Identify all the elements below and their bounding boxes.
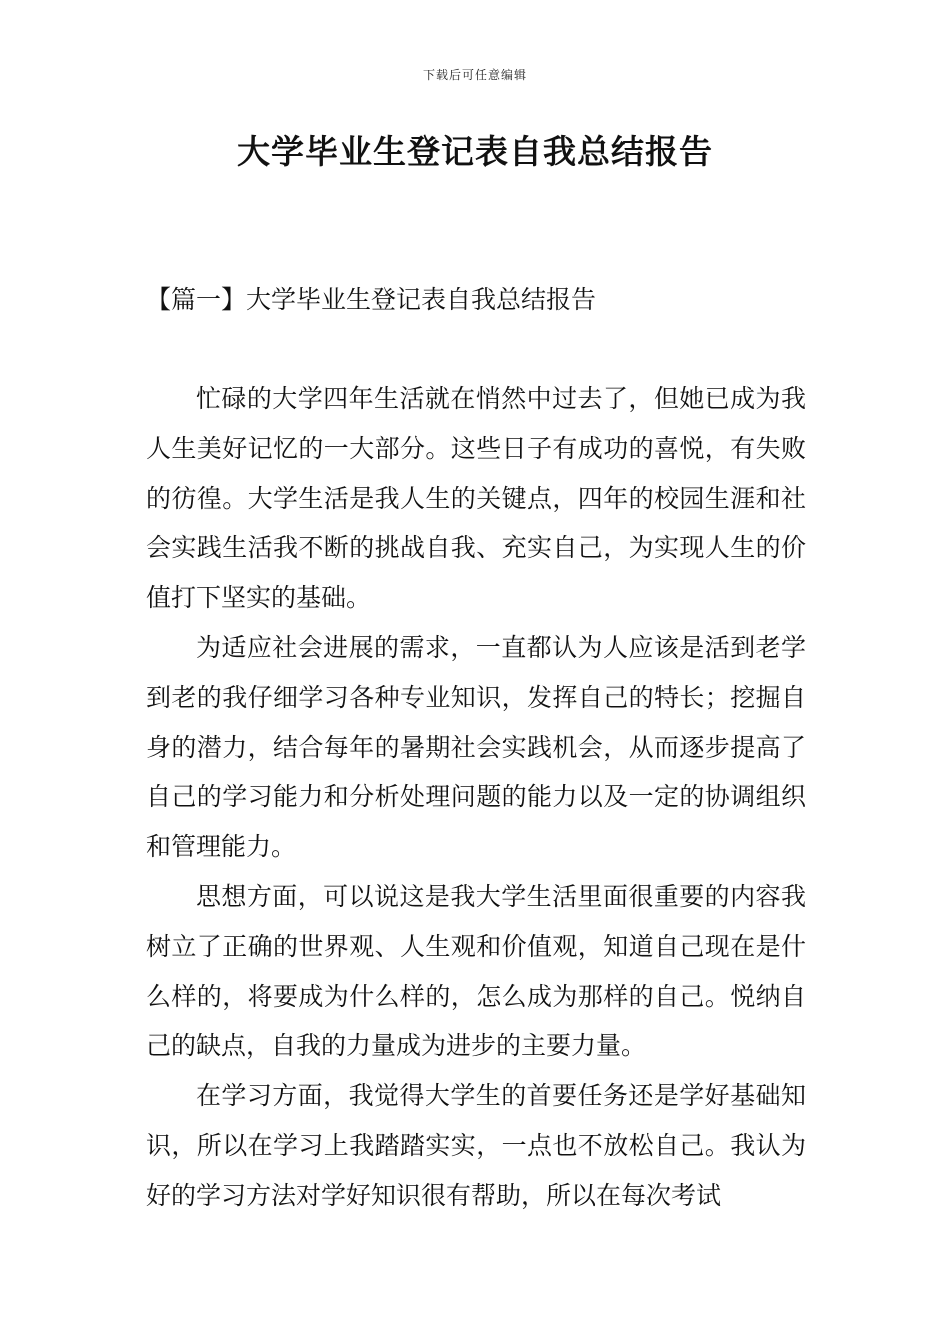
body-text <box>146 374 806 1221</box>
section-heading: 【篇一】大学毕业生登记表自我总结报告 <box>146 285 597 314</box>
header-note: 下载后可任意编辑 <box>422 68 527 82</box>
paragraph: 思想方面，可以说这是我大学生活里面很重要的内容我树立了正确的世界观、人生观和价值观，知道自己现在是什么样的，将要成为什么样的，怎么成为那样的自己。悦纳自己的缺点，自我的力量成为进步的主要力量。 <box>146 881 806 1061</box>
paragraph: 忙碌的大学四年生活就在悄然中过去了，但她已成为我人生美好记忆的一大部分。这些日子有成功的喜悦，有失败的彷徨。大学生活是我人生的关键点，四年的校园生涯和社会实践生活我不断的挑战自我、充实自己，为实现人生的价值打下坚实的基础。 <box>146 384 806 613</box>
paragraph: 为适应社会进展的需求，一直都认为人应该是活到老学到老的我仔细学习各种专业知识，发挥自己的特长；挖掘自身的潜力，结合每年的暑期社会实践机会，从而逐步提高了自己的学习能力和分析处理问题的能力以及一定的协调组织和管理能力。 <box>146 632 806 862</box>
paragraph: 在学习方面，我觉得大学生的首要任务还是学好基础知识，所以在学习上我踏踏实实，一点也不放松自己。我认为好的学习方法对学好知识很有帮助，所以在每次考试 <box>146 1081 806 1210</box>
document-title: 大学毕业生登记表自我总结报告 <box>237 132 713 171</box>
